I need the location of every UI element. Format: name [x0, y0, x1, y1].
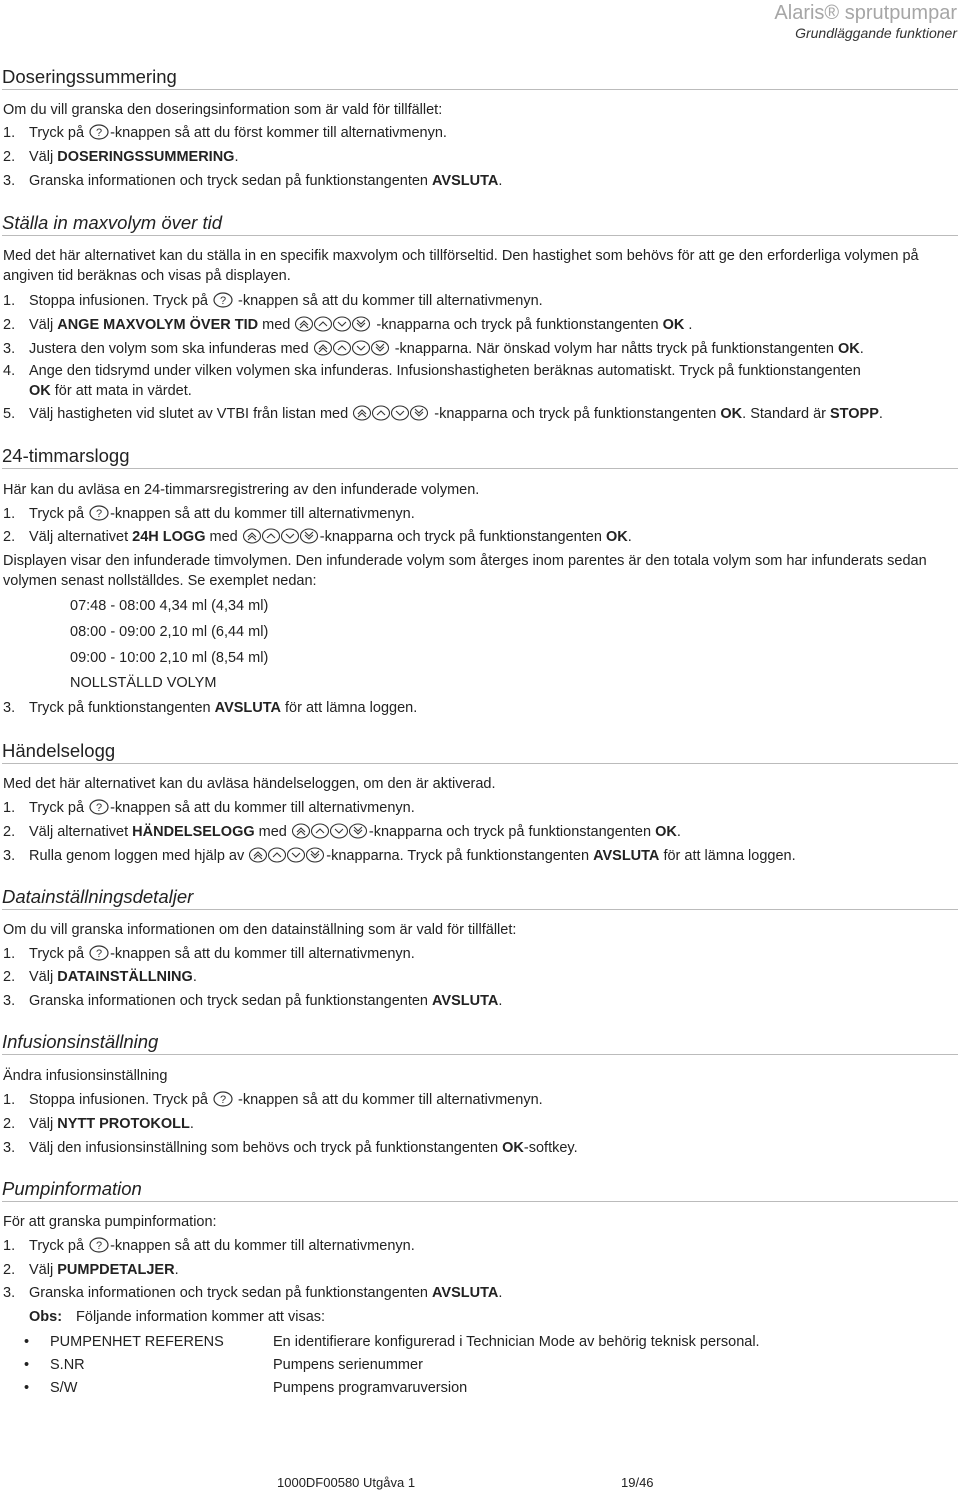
svg-text:?: ? — [96, 802, 103, 814]
log-example-line: 09:00 - 10:00 2,10 ml (8,54 ml) — [70, 650, 269, 666]
pump-step-2: 2. Välj PUMPDETALJER. — [3, 1262, 179, 1278]
log-example-line: 07:48 - 08:00 4,34 ml (4,34 ml) — [70, 598, 269, 614]
maxvolym-step-2: 2. Välj ANGE MAXVOLYM ÖVER TID med -knapparna och tryck på funktionstangenten OK . — [3, 317, 693, 333]
dosering-step-2: 2. Välj DOSERINGSSUMMERING. — [3, 149, 239, 165]
help-key-icon — [89, 124, 109, 140]
data-intro: Om du vill granska informationen om den datainställning som är vald för tillfället: — [3, 922, 517, 938]
section-heading-datainstallningsdetaljer: Datainställningsdetaljer — [2, 886, 958, 910]
section-heading-infusionsinstallning: Infusionsinställning — [2, 1031, 958, 1055]
help-key-icon — [213, 1091, 233, 1107]
maxvolym-step-4: 4. Ange den tidsrymd under vilken volymen ska infunderas. Infusionshastigheten beräknas automatiskt. Tryck på funktionstangenten OK för att mata in värdet. — [3, 363, 861, 399]
maxvolym-step-3: 3. Justera den volym som ska infunderas med -knapparna. När önskad volym har nåtts tryck på funktionstangenten OK. — [3, 341, 864, 357]
logg24-paragraph: Displayen visar den infunderade timvolymen. Den infunderade volym som återges inom parentes är den totala volym som har infunderats sedan volymen senast nollställdes. Se exemplet nedan: — [3, 553, 927, 589]
section-heading-doseringssummering: Doseringssummering — [2, 66, 958, 90]
header-subtitle: Grundläggande funktioner — [795, 25, 957, 41]
svg-text:?: ? — [96, 508, 103, 520]
help-key-icon — [89, 945, 109, 961]
section-heading-handelselogg: Händelselogg — [2, 740, 958, 764]
maxvolym-step-5: 5. Välj hastigheten vid slutet av VTBI från listan med -knapparna och tryck på funktionstangenten OK. Standard är STOPP. — [3, 406, 883, 422]
maxvolym-step-1: 1. Stoppa infusionen. Tryck på ? -knappen så att du kommer till alternativmenyn. — [3, 293, 543, 309]
handelse-step-3: 3. Rulla genom loggen med hjälp av -knapparna. Tryck på funktionstangenten AVSLUTA för att lämna loggen. — [3, 848, 796, 864]
log-example-line: 08:00 - 09:00 2,10 ml (6,44 ml) — [70, 624, 269, 640]
arrow-keys-icon — [295, 316, 371, 332]
infusion-step-2: 2. Välj NYTT PROTOKOLL. — [3, 1116, 194, 1132]
page-header — [774, 2, 957, 42]
pump-intro: För att granska pumpinformation: — [3, 1214, 217, 1230]
arrow-keys-icon — [243, 528, 319, 544]
arrow-keys-icon — [249, 847, 325, 863]
arrow-keys-icon — [314, 340, 390, 356]
log-example-line: NOLLSTÄLLD VOLYM — [70, 675, 217, 691]
handelse-step-1: 1. Tryck på ? -knappen så att du kommer till alternativmenyn. — [3, 800, 415, 816]
logg24-step-1: 1. Tryck på ? -knappen så att du kommer till alternativmenyn. — [3, 506, 415, 522]
help-key-icon — [89, 1237, 109, 1253]
help-key-icon — [213, 292, 233, 308]
svg-text:?: ? — [219, 1094, 227, 1106]
handelse-step-2: 2. Välj alternativet HÄNDELSELOGG med -knapparna och tryck på funktionstangenten OK. — [3, 824, 681, 840]
logg24-step-3: 3. Tryck på funktionstangenten AVSLUTA för att lämna loggen. — [3, 700, 418, 716]
header-title: Alaris® sprutpumpar — [774, 2, 957, 24]
pump-step-3: 3. Granska informationen och tryck sedan på funktionstangenten AVSLUTA. — [3, 1285, 503, 1301]
logg24-step-2: 2. Välj alternativet 24H LOGG med -knapparna och tryck på funktionstangenten OK. — [3, 529, 632, 545]
data-step-2: 2. Välj DATAINSTÄLLNING. — [3, 969, 197, 985]
data-step-1: 1. Tryck på ? -knappen så att du kommer till alternativmenyn. — [3, 946, 415, 962]
svg-text:?: ? — [219, 295, 227, 307]
arrow-keys-icon — [353, 405, 429, 421]
page-number: 19/46 — [621, 1475, 654, 1490]
handelse-intro: Med det här alternativet kan du avläsa händelseloggen, om den är aktiverad. — [3, 776, 496, 792]
maxvolym-intro: Med det här alternativet kan du ställa in en specifik maxvolym och tillförseltid. Den hastighet som behövs för att ge den erforderliga volymen på angiven tid beräknas och visas på displayen. — [3, 248, 919, 284]
dosering-step-1: 1. Tryck på ? -knappen så att du först kommer till alternativmenyn. — [3, 125, 447, 141]
help-key-icon — [89, 505, 109, 521]
help-key-icon — [89, 799, 109, 815]
svg-text:?: ? — [96, 127, 103, 139]
dosering-intro: Om du vill granska den doseringsinformation som är vald för tillfället: — [3, 102, 443, 118]
section-heading-pumpinformation: Pumpinformation — [2, 1178, 958, 1202]
svg-text:?: ? — [96, 1240, 103, 1252]
arrow-keys-icon — [292, 823, 368, 839]
svg-text:?: ? — [96, 948, 103, 960]
infusion-intro: Ändra infusionsinställning — [3, 1068, 168, 1084]
logg24-intro: Här kan du avläsa en 24-timmarsregistrering av den infunderade volymen. — [3, 482, 480, 498]
infusion-step-3: 3. Välj den infusionsinställning som behövs och tryck på funktionstangenten OK-softkey. — [3, 1140, 578, 1156]
pump-note: Obs: Följande information kommer att visas: — [29, 1309, 326, 1325]
section-heading-24-timmarslogg: 24-timmarslogg — [2, 445, 958, 469]
section-heading-maxvolym: Ställa in maxvolym över tid — [2, 212, 958, 236]
pump-step-1: 1. Tryck på ? -knappen så att du kommer till alternativmenyn. — [3, 1238, 415, 1254]
infusion-step-1: 1. Stoppa infusionen. Tryck på ? -knappen så att du kommer till alternativmenyn. — [3, 1092, 543, 1108]
data-step-3: 3. Granska informationen och tryck sedan på funktionstangenten AVSLUTA. — [3, 993, 503, 1009]
dosering-step-3: 3. Granska informationen och tryck sedan på funktionstangenten AVSLUTA. — [3, 173, 503, 189]
document-number: 1000DF00580 Utgåva 1 — [277, 1475, 416, 1490]
